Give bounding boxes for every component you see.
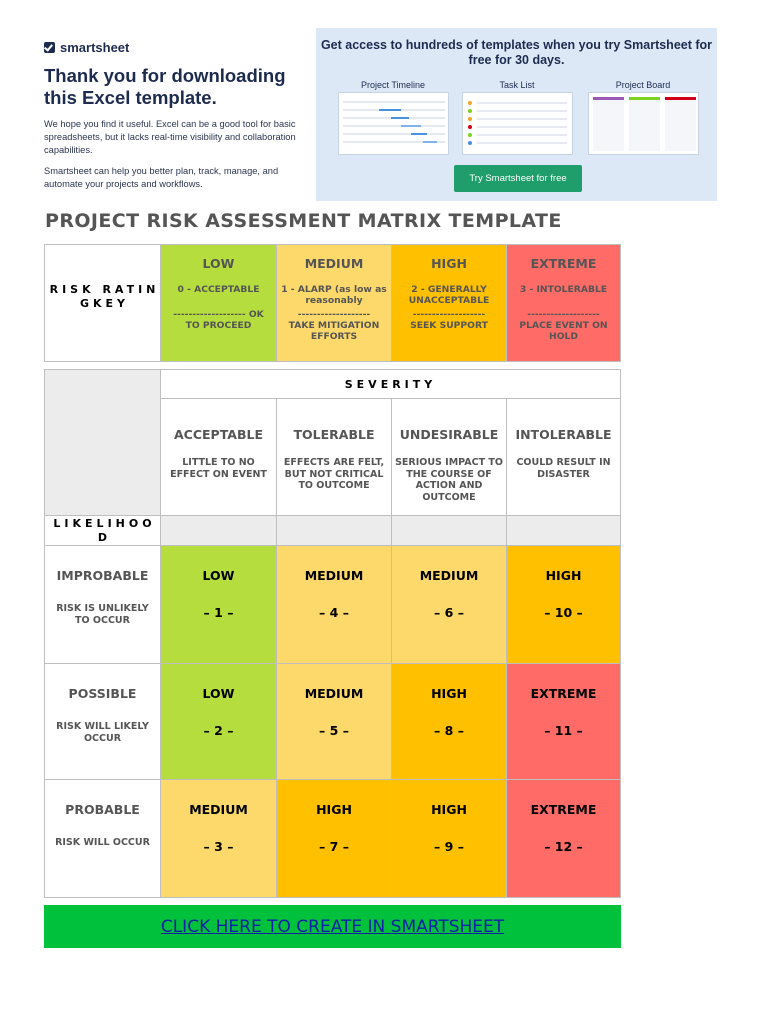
likelihood-name: POSSIBLE: [68, 686, 137, 701]
thumb-label-task-list: Task List: [499, 80, 535, 90]
matrix-cell: [160, 779, 277, 898]
likelihood-name: IMPROBABLE: [56, 568, 149, 583]
task-list-thumbnail: [462, 92, 573, 155]
likelihood-header-cell: [44, 515, 161, 546]
severity-col-tolerable: [276, 398, 392, 516]
key-level-name: EXTREME: [530, 256, 597, 271]
key-level-desc: 2 - GENERALLY UNACCEPTABLE: [408, 284, 490, 306]
risk-level-label: EXTREME: [530, 686, 597, 701]
severity-name: UNDESIRABLE: [399, 427, 499, 442]
severity-col-intolerable: [506, 398, 621, 516]
promo-title: Get access to hundreds of templates when you try Smartsheet for free for 30 days.: [320, 38, 713, 67]
risk-level-label: MEDIUM: [419, 568, 479, 583]
risk-rating-key-label-cell: [44, 244, 161, 362]
key-level-action: TO PROCEED: [185, 320, 252, 331]
key-level-separator: -------------------: [412, 309, 486, 320]
severity-col-undesirable: [391, 398, 507, 516]
key-cell-extreme: [506, 244, 621, 362]
risk-score: – 11 –: [544, 723, 583, 738]
matrix-cell: [391, 663, 507, 780]
matrix-cell: [506, 663, 621, 780]
key-level-name: LOW: [202, 256, 235, 271]
risk-level-label: LOW: [202, 686, 235, 701]
likelihood-label: LIKELIHOO D: [53, 517, 156, 544]
smartsheet-logo[interactable]: [44, 40, 314, 55]
matrix-cell: [160, 545, 277, 664]
logo-text: smartsheet: [60, 40, 130, 55]
banner-pitch: Smartsheet can help you better plan, track, manage, and automate your projects and workflows.: [44, 166, 279, 189]
risk-score: – 3 –: [203, 839, 234, 854]
risk-score: – 1 –: [203, 605, 234, 620]
banner-description: We hope you find it useful. Excel can be a good tool for basic spreadsheets, but it lacks real-time visibility and collaboration capabilities.: [44, 119, 296, 155]
key-cell-medium: [276, 244, 392, 362]
matrix-cell: [391, 779, 507, 898]
likelihood-row-probable: [44, 779, 161, 898]
promo-banner[interactable]: [316, 28, 717, 201]
matrix-cell: [276, 663, 392, 780]
severity-name: INTOLERABLE: [515, 427, 612, 442]
risk-score: – 5 –: [319, 723, 349, 738]
key-level-separator: ------------------- OK: [173, 309, 264, 320]
matrix-cell: [506, 779, 621, 898]
risk-score: – 10 –: [544, 605, 583, 620]
cta-banner[interactable]: [44, 905, 621, 948]
key-level-separator: -------------------: [297, 309, 371, 320]
risk-score: – 7 –: [319, 839, 349, 854]
likelihood-row-possible: [44, 663, 161, 780]
smartsheet-logo-icon: [44, 42, 55, 53]
key-level-action: SEEK SUPPORT: [410, 320, 488, 331]
key-level-desc: 0 - ACCEPTABLE: [177, 284, 260, 295]
project-board-thumbnail: [588, 92, 699, 155]
thumb-label-timeline: Project Timeline: [360, 80, 426, 90]
likelihood-desc: RISK IS UNLIKELY TO OCCUR: [56, 603, 149, 626]
severity-label: SEVERITY: [344, 378, 437, 391]
risk-score: – 6 –: [434, 605, 464, 620]
key-level-name: MEDIUM: [304, 256, 364, 271]
severity-col-acceptable: [160, 398, 277, 516]
key-level-desc: 3 - INTOLERABLE: [519, 284, 608, 295]
risk-level-label: EXTREME: [530, 802, 597, 817]
risk-level-label: MEDIUM: [304, 686, 364, 701]
risk-score: – 12 –: [544, 839, 583, 854]
risk-level-label: HIGH: [431, 802, 467, 817]
severity-name: ACCEPTABLE: [174, 427, 263, 442]
matrix-cell: [160, 663, 277, 780]
likelihood-row-improbable: [44, 545, 161, 664]
try-smartsheet-button[interactable]: Try Smartsheet for free: [454, 165, 582, 192]
key-level-action: PLACE EVENT ON HOLD: [519, 320, 608, 342]
risk-score: – 8 –: [434, 723, 464, 738]
likelihood-name: PROBABLE: [65, 802, 140, 817]
risk-score: – 4 –: [319, 605, 349, 620]
risk-score: – 9 –: [434, 839, 464, 854]
project-timeline-thumbnail: [338, 92, 449, 155]
severity-desc: SERIOUS IMPACT TO THE COURSE OF ACTION AND OUTCOME: [395, 457, 503, 503]
risk-level-label: HIGH: [431, 686, 467, 701]
risk-level-label: LOW: [202, 568, 235, 583]
likelihood-desc: RISK WILL LIKELY OCCUR: [56, 721, 149, 744]
spacer-cell: [276, 515, 392, 546]
spacer-cell: [391, 515, 507, 546]
thumb-label-project-board: Project Board: [615, 80, 671, 90]
banner-left: [44, 28, 314, 200]
severity-desc: EFFECTS ARE FELT, BUT NOT CRITICAL TO OUTCOME: [283, 457, 385, 491]
key-level-action: TAKE MITIGATION EFFORTS: [288, 320, 380, 342]
thank-you-heading: Thank you for downloading this Excel template.: [44, 65, 286, 108]
matrix-corner-cell: [44, 369, 161, 516]
key-level-name: HIGH: [431, 256, 467, 271]
key-cell-high: [391, 244, 507, 362]
matrix-cell: [391, 545, 507, 664]
severity-name: TOLERABLE: [293, 427, 375, 442]
severity-header-cell: [160, 369, 621, 399]
create-in-smartsheet-link[interactable]: CLICK HERE TO CREATE IN SMARTSHEET: [160, 916, 505, 937]
key-level-desc: 1 - ALARP (as low as reasonably: [281, 284, 387, 306]
matrix-cell: [506, 545, 621, 664]
key-cell-low: [160, 244, 277, 362]
risk-score: – 2 –: [203, 723, 234, 738]
spacer-cell: [506, 515, 621, 546]
spacer-cell: [160, 515, 277, 546]
risk-level-label: HIGH: [545, 568, 582, 583]
matrix-cell: [276, 779, 392, 898]
matrix-cell: [276, 545, 392, 664]
key-level-separator: -------------------: [527, 309, 600, 320]
risk-level-label: MEDIUM: [304, 568, 364, 583]
severity-desc: LITTLE TO NO EFFECT ON EVENT: [170, 457, 267, 480]
risk-level-label: MEDIUM: [189, 802, 248, 817]
risk-rating-key-label: RISK RATIN GKEY: [49, 283, 160, 310]
risk-level-label: HIGH: [316, 802, 352, 817]
page-title: PROJECT RISK ASSESSMENT MATRIX TEMPLATE: [45, 210, 562, 232]
likelihood-desc: RISK WILL OCCUR: [55, 837, 150, 848]
severity-desc: COULD RESULT IN DISASTER: [516, 457, 611, 480]
